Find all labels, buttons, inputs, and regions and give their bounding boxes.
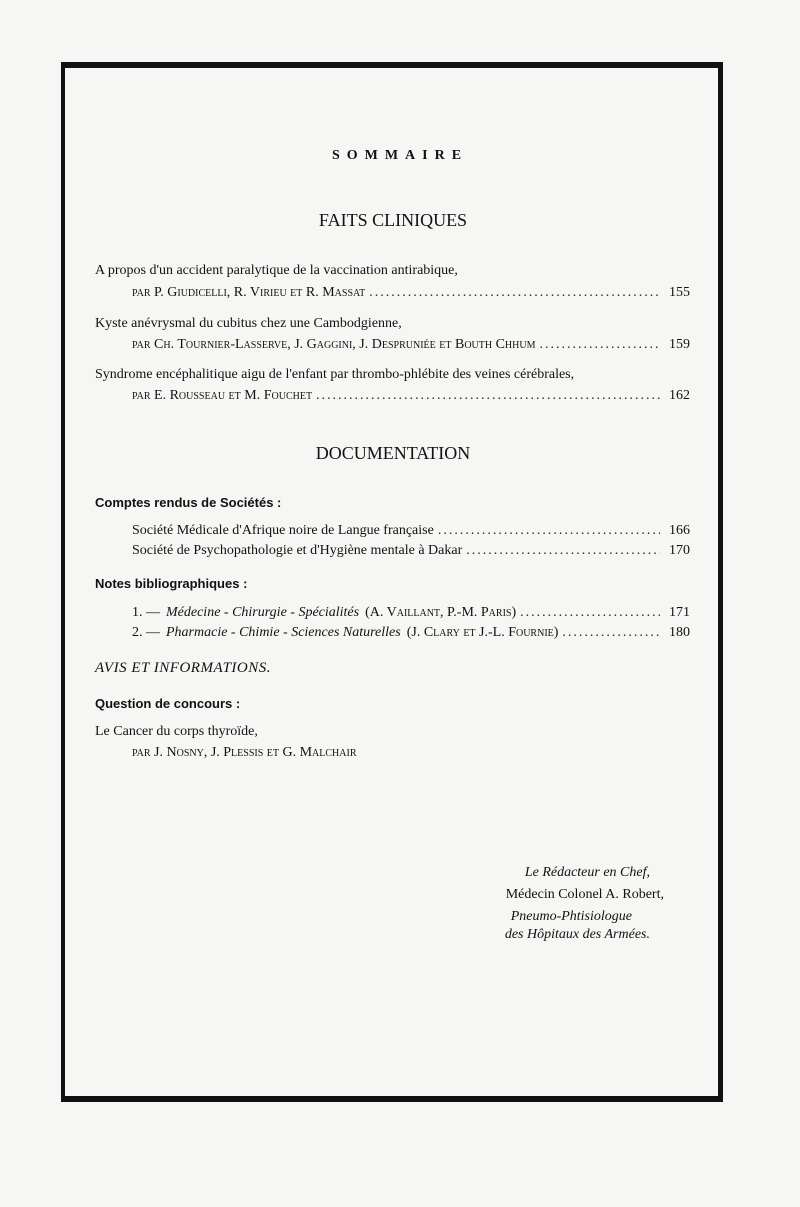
entry-page: 170 [669,543,690,558]
entry-authors: (J. Clary et J.-L. Fournie) [406,625,559,640]
leader-dots [520,604,660,622]
avis-heading: AVIS ET INFORMATIONS. [95,660,271,676]
entry-title: Société de Psychopathologie et d'Hygiène mentale à Dakar [132,543,463,558]
leader-dots [369,284,660,302]
leader-dots [316,387,660,405]
toc-entry [132,387,690,405]
entry-page: 166 [669,523,690,538]
entry-title: Le Cancer du corps thyroïde, [95,724,258,739]
toc-entry [132,522,690,540]
entry-subject: Médecine - Chirurgie - Spécialités [166,605,360,620]
signature-specialty: Pneumo-Phtisiologue [510,909,632,924]
leader-dots [466,542,660,560]
entry-title: A propos d'un accident paralytique de la vaccination antirabique, [95,263,458,278]
entry-title: Syndrome encéphalitique aigu de l'enfant par thrombo-phlébite des veines cérébrales, [95,367,575,382]
page-title: SOMMAIRE [331,148,469,163]
signature-hospitals: des Hôpitaux des Armées. [504,927,650,942]
section-heading-documentation: DOCUMENTATION [315,443,471,463]
entry-page: 155 [669,285,690,300]
toc-entry [132,604,690,622]
entry-title: Société Médicale d'Afrique noire de Langue française [132,523,434,538]
entry-page: 159 [669,337,690,352]
subsection-heading-question: Question de concours : [95,696,241,711]
section-heading-faits-cliniques: FAITS CLINIQUES [318,210,468,230]
entry-authors: par P. Giudicelli, R. Virieu et R. Massat [132,285,366,300]
leader-dots [438,522,660,540]
entry-authors: (A. Vaillant, P.-M. Paris) [365,605,517,620]
entry-page: 171 [669,605,690,620]
entry-subject: Pharmacie - Chimie - Sciences Naturelles [166,625,401,640]
entry-title: Kyste anévrysmal du cubitus chez une Cambodgienne, [95,316,402,331]
leader-dots [562,624,660,642]
leader-dots [539,336,660,354]
entry-page: 162 [669,388,690,403]
toc-entry [132,284,690,302]
toc-entry [132,336,690,354]
signature-role: Le Rédacteur en Chef, [524,865,650,880]
toc-entry [132,624,690,642]
toc-entry [132,542,690,560]
entry-authors: par E. Rousseau et M. Fouchet [132,388,313,403]
entry-authors: par J. Nosny, J. Plessis et G. Malchair [132,745,357,760]
signature-name: Médecin Colonel A. Robert, [505,887,664,902]
subsection-heading-comptes-rendus: Comptes rendus de Sociétés : [95,495,282,510]
subsection-heading-notes: Notes bibliographiques : [95,576,248,591]
entry-number: 2. — [132,625,160,640]
entry-authors: par Ch. Tournier-Lasserve, J. Gaggini, J. Despruniée et Bouth Chhum [132,337,536,352]
entry-page: 180 [669,625,690,640]
entry-number: 1. — [132,605,160,620]
